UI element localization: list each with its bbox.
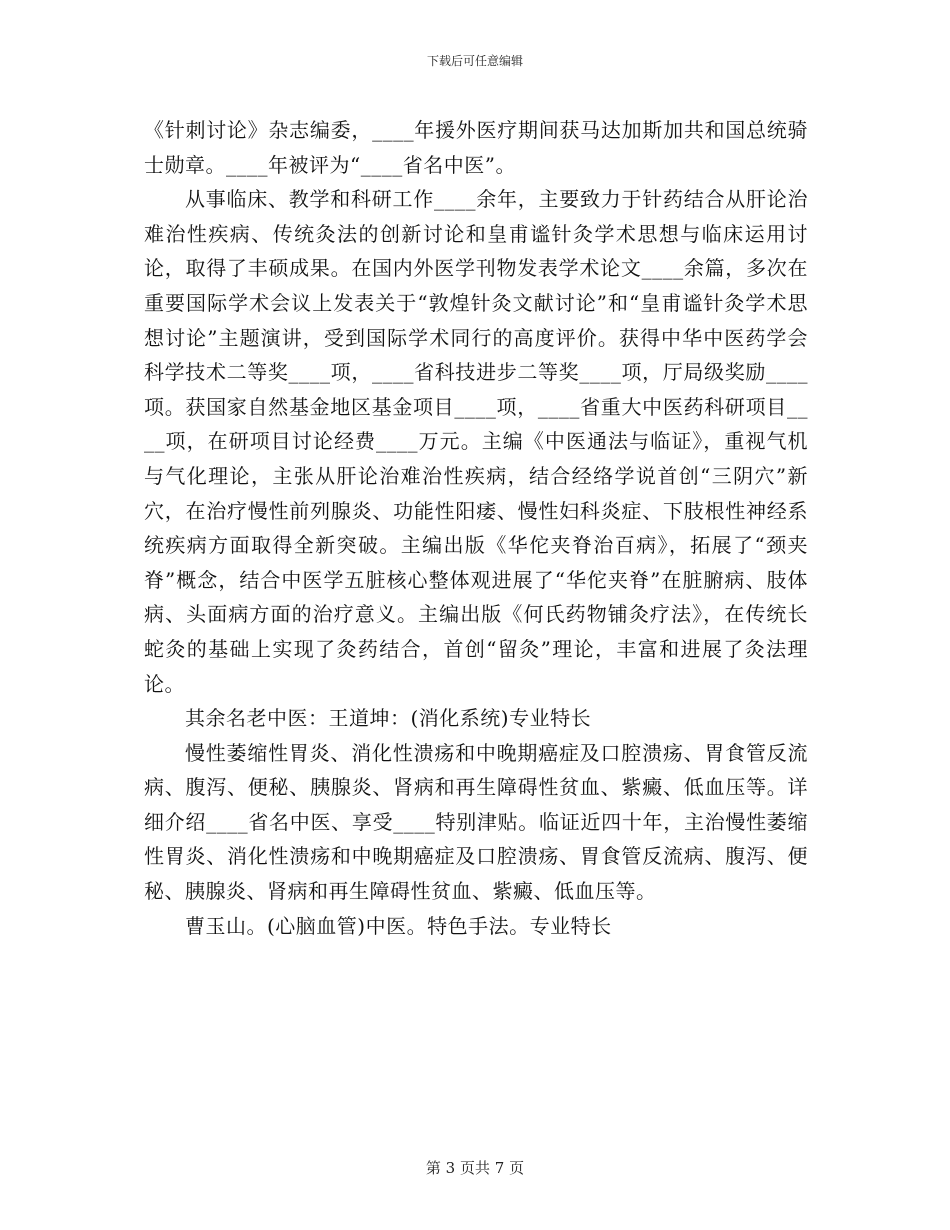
paragraph-3: 其余名老中医：王道坤：(消化系统)专业特长 — [185, 706, 592, 731]
document-body — [144, 113, 808, 943]
paragraph-2: 从事临床、教学和科研工作____余年，主要致力于针药结合从肝论治难治性疾病、传统灸法的创新讨论和皇甫谧针灸学术思想与临床运用讨论，取得了丰硕成果。在国内外医学刊物发表学术论文____余篇，多次在重要国际学术会议上发表关于“敦煌针灸文献讨论”和“皇甫谧针灸学术思想讨论”主题演讲，受到国际学术同行的高度评价。获得中华中医药学会科学技术二等奖____项，____省科技进步二等奖____项，厅局级奖励____项。获国家自然基金地区基金项目____项，____省重大中医药科研项目____项，在研项目讨论经费____万元。主编《中医通法与临证》，重视气机与气化理论，主张从肝论治难治性疾病，结合经络学说首创“三阴穴”新穴，在治疗慢性前列腺炎、功能性阳痿、慢性妇科炎症、下肢根性神经系统疾病方面取得全新突破。主编出版《华佗夹脊治百病》，拓展了“颈夹脊”概念，结合中医学五脏核心整体观进展了“华佗夹脊”在脏腑病、肢体病、头面病方面的治疗意义。主编出版《何氏药物铺灸疗法》，在传统长蛇灸的基础上实现了灸药结合，首创“留灸”理论，丰富和进展了灸法理论。 — [144, 187, 808, 696]
paragraph-1: 《针刺讨论》杂志编委，____年援外医疗期间获马达加斯加共和国总统骑士勋章。____年被评为“____省名中医”。 — [144, 118, 808, 177]
paragraph-5: 曹玉山。(心脑血管)中医。特色手法。专业特长 — [185, 913, 612, 938]
page-header: 下载后可任意编辑 — [426, 54, 523, 68]
page-footer: 第 3 页共 7 页 — [425, 1159, 525, 1177]
paragraph-4: 慢性萎缩性胃炎、消化性溃疡和中晚期癌症及口腔溃疡、胃食管反流病、腹泻、便秘、胰腺炎、肾病和再生障碍性贫血、紫癜、低血压等。详细介绍____省名中医、享受____特别津贴。临证近四十年，主治慢性萎缩性胃炎、消化性溃疡和中晚期癌症及口腔溃疡、胃食管反流病、腹泻、便秘、胰腺炎、肾病和再生障碍性贫血、紫癜、低血压等。 — [144, 740, 808, 904]
